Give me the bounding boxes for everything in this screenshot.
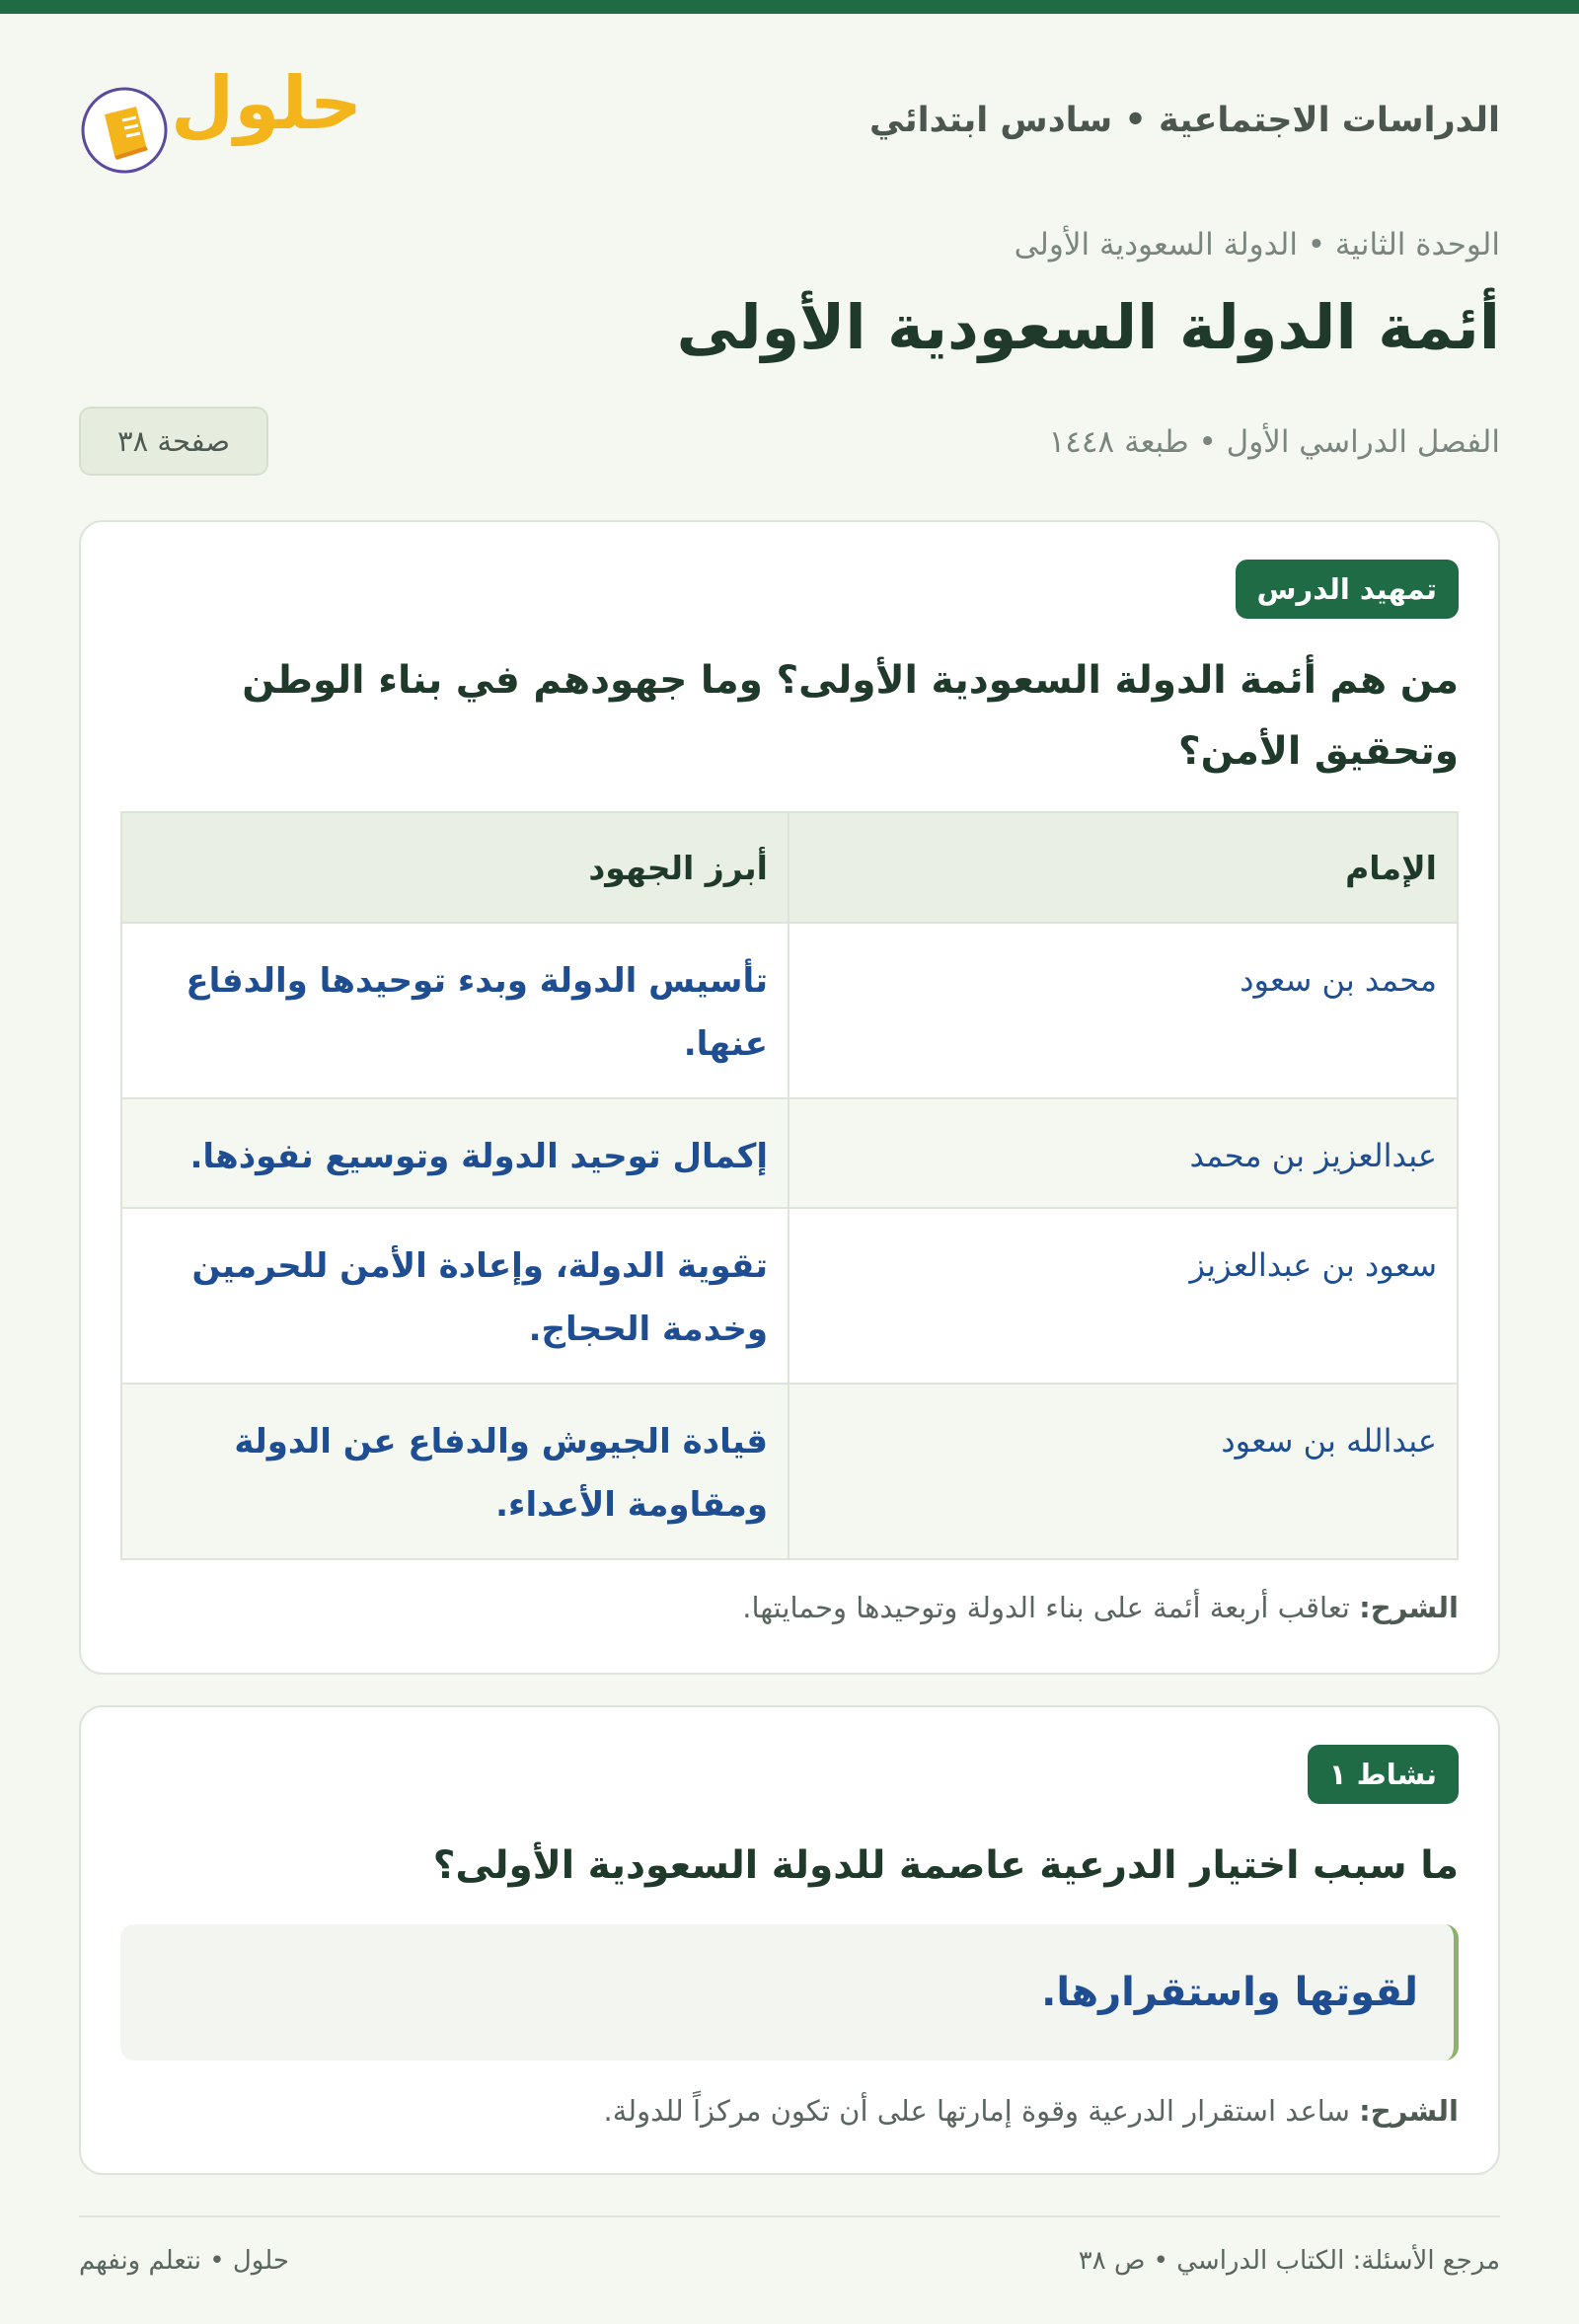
imam-name: عبدالعزيز بن محمد — [789, 1098, 1458, 1208]
table-row — [121, 1098, 1458, 1208]
book-logo-icon — [79, 85, 170, 176]
footer-divider — [79, 2215, 1500, 2217]
table-row — [121, 1208, 1458, 1384]
imams-table — [120, 811, 1459, 1560]
imam-effort: إكمال توحيد الدولة وتوسيع نفوذها. — [121, 1098, 789, 1208]
activity-explanation — [603, 2094, 1459, 2128]
logo[interactable] — [79, 59, 365, 187]
imam-effort: تأسيس الدولة وبدء توحيدها والدفاع عنها. — [121, 923, 789, 1098]
semester-edition: الفصل الدراسي الأول • طبعة ١٤٤٨ — [1048, 424, 1500, 460]
imam-name: سعود بن عبدالعزيز — [789, 1208, 1458, 1384]
explanation-text: ساعد استقرار الدرعية وقوة إمارتها على أن تكون مركزاً للدولة. — [603, 2094, 1350, 2128]
imam-effort: قيادة الجيوش والدفاع عن الدولة ومقاومة الأعداء. — [121, 1384, 789, 1559]
explanation-label: الشرح: — [1359, 2094, 1459, 2128]
page-number-badge: صفحة ٣٨ — [79, 407, 268, 476]
activity-tag: نشاط ١ — [1308, 1745, 1459, 1804]
imam-name: عبدالله بن سعود — [789, 1384, 1458, 1559]
column-header-efforts: أبرز الجهود — [121, 812, 789, 923]
explanation-label: الشرح: — [1359, 1591, 1459, 1624]
footer-reference: مرجع الأسئلة: الكتاب الدراسي • ص ٣٨ — [1078, 2246, 1500, 2276]
table-row — [121, 1384, 1458, 1559]
intro-explanation — [742, 1591, 1459, 1624]
column-header-imam: الإمام — [789, 812, 1458, 923]
page-title: أئمة الدولة السعودية الأولى — [676, 291, 1500, 363]
intro-question: من هم أئمة الدولة السعودية الأولى؟ وما جهودهم في بناء الوطن وتحقيق الأمن؟ — [242, 658, 1459, 774]
breadcrumb: الوحدة الثانية • الدولة السعودية الأولى — [1014, 227, 1500, 262]
activity-1-card — [79, 1705, 1500, 2175]
explanation-text: تعاقب أربعة أئمة على بناء الدولة وتوحيدها وحمايتها. — [742, 1591, 1350, 1624]
imam-effort: تقوية الدولة، وإعادة الأمن للحرمين وخدمة الحجاج. — [121, 1208, 789, 1384]
table-row — [121, 923, 1458, 1098]
answer-box: لقوتها واستقرارها. — [120, 1924, 1459, 2061]
intro-tag: تمهيد الدرس — [1236, 560, 1459, 619]
intro-card — [79, 520, 1500, 1675]
imam-name: محمد بن سعود — [789, 923, 1458, 1098]
header — [79, 59, 1500, 187]
table-header-row — [121, 812, 1458, 923]
top-accent-bar — [0, 0, 1579, 14]
footer-brand: حلول • نتعلم ونفهم — [79, 2246, 289, 2276]
logo-text: حلول — [171, 61, 363, 146]
subject-title: الدراسات الاجتماعية • سادس ابتدائي — [869, 101, 1500, 140]
activity-question: ما سبب اختيار الدرعية عاصمة للدولة السعودية الأولى؟ — [432, 1843, 1459, 1888]
